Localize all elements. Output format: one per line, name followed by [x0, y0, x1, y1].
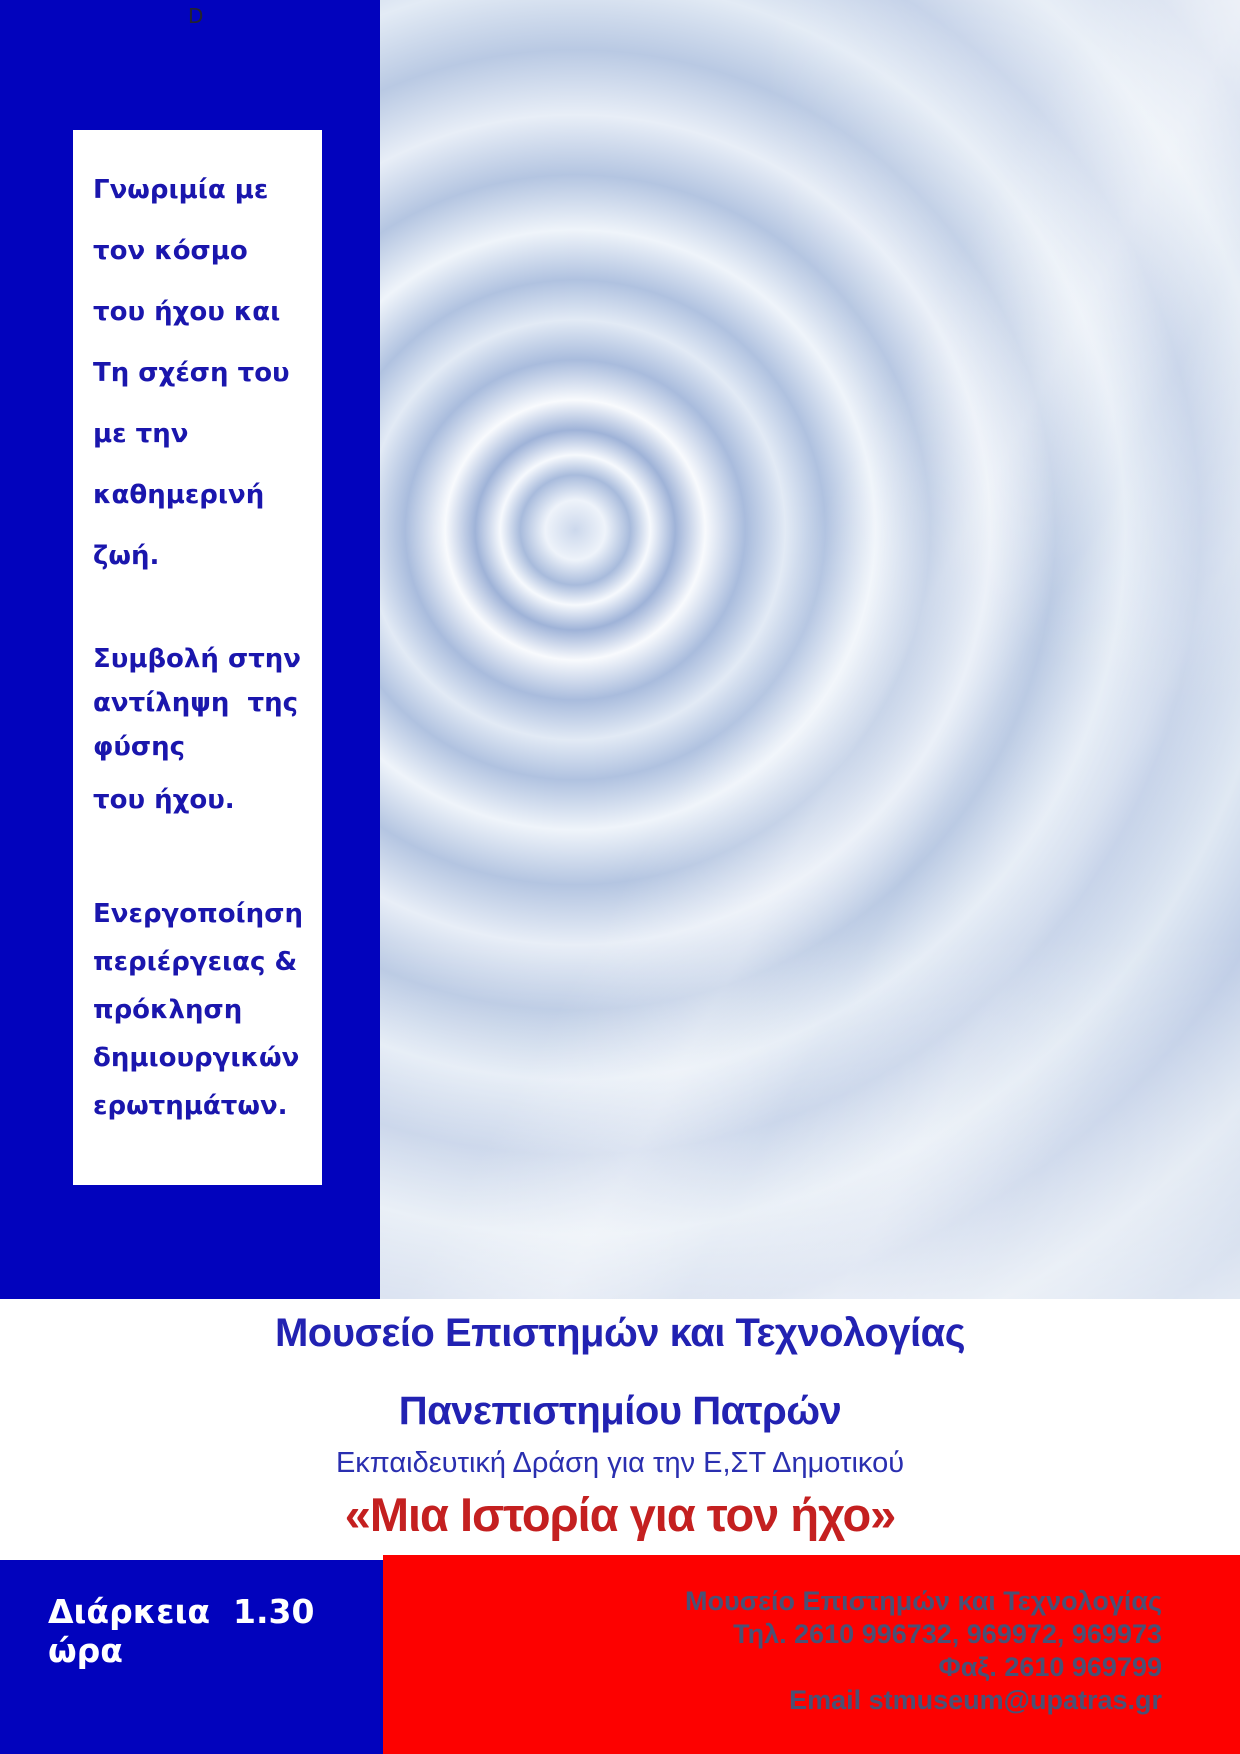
duration-text: Διάρκεια 1.30 ώρα: [48, 1592, 326, 1670]
highlight-line: Γνωριμία με: [93, 175, 269, 205]
activity-subtitle: Εκπαιδευτική Δράση για την Ε,ΣΤ Δημοτικού: [335, 1447, 905, 1479]
left-blue-band: [0, 0, 380, 1299]
contact-phone: Τηλ. 2610 996732, 969972, 969973: [733, 1619, 1162, 1649]
highlight-line: Τη σχέση του: [93, 358, 290, 388]
highlight-line: με την: [93, 419, 189, 449]
highlight-paragraph-4: [93, 890, 314, 1130]
highlight-line: πρόκληση: [93, 995, 243, 1025]
highlight-line: ζωή.: [93, 541, 160, 571]
stray-character: D: [188, 4, 204, 28]
museum-title-line1: Μουσείο Επιστημών και Τεχνολογίας: [274, 1311, 966, 1355]
contact-museum-name: Μουσείο Επιστημών και Τεχνολογίας: [685, 1586, 1162, 1616]
highlight-line: αντίληψη της: [93, 688, 299, 718]
contact-block: [383, 1555, 1240, 1754]
highlight-paragraph-3: [93, 778, 314, 822]
duration-block: [0, 1560, 383, 1754]
highlight-line: δημιουργικών: [93, 1043, 300, 1073]
highlight-line: περιέργειας &: [93, 947, 298, 977]
contact-fax: Φαξ. 2610 969799: [938, 1652, 1162, 1682]
highlight-line: του ήχου.: [93, 785, 235, 815]
highlights-box: [73, 130, 322, 1185]
highlight-line: φύσης: [93, 732, 186, 762]
highlight-line: Ενεργοποίηση: [93, 899, 303, 929]
highlight-paragraph-1: [93, 160, 314, 587]
highlight-line: του ήχου και: [93, 297, 281, 327]
highlight-line: καθημερινή: [93, 480, 265, 510]
museum-title-line2: Πανεπιστημίου Πατρών: [398, 1389, 842, 1433]
highlight-line: ερωτημάτων.: [93, 1091, 288, 1121]
title-section: [0, 1299, 1240, 1555]
event-title: «Μια Ιστορία για τον ήχο»: [344, 1488, 896, 1541]
water-ripples-photo: [380, 0, 1240, 1299]
contact-email: Email stmuseum@upatras.gr: [789, 1685, 1162, 1715]
highlight-line: Συμβολή στην: [93, 644, 301, 674]
highlight-line: τον κόσμο: [93, 236, 248, 266]
highlight-paragraph-2: [93, 637, 314, 769]
